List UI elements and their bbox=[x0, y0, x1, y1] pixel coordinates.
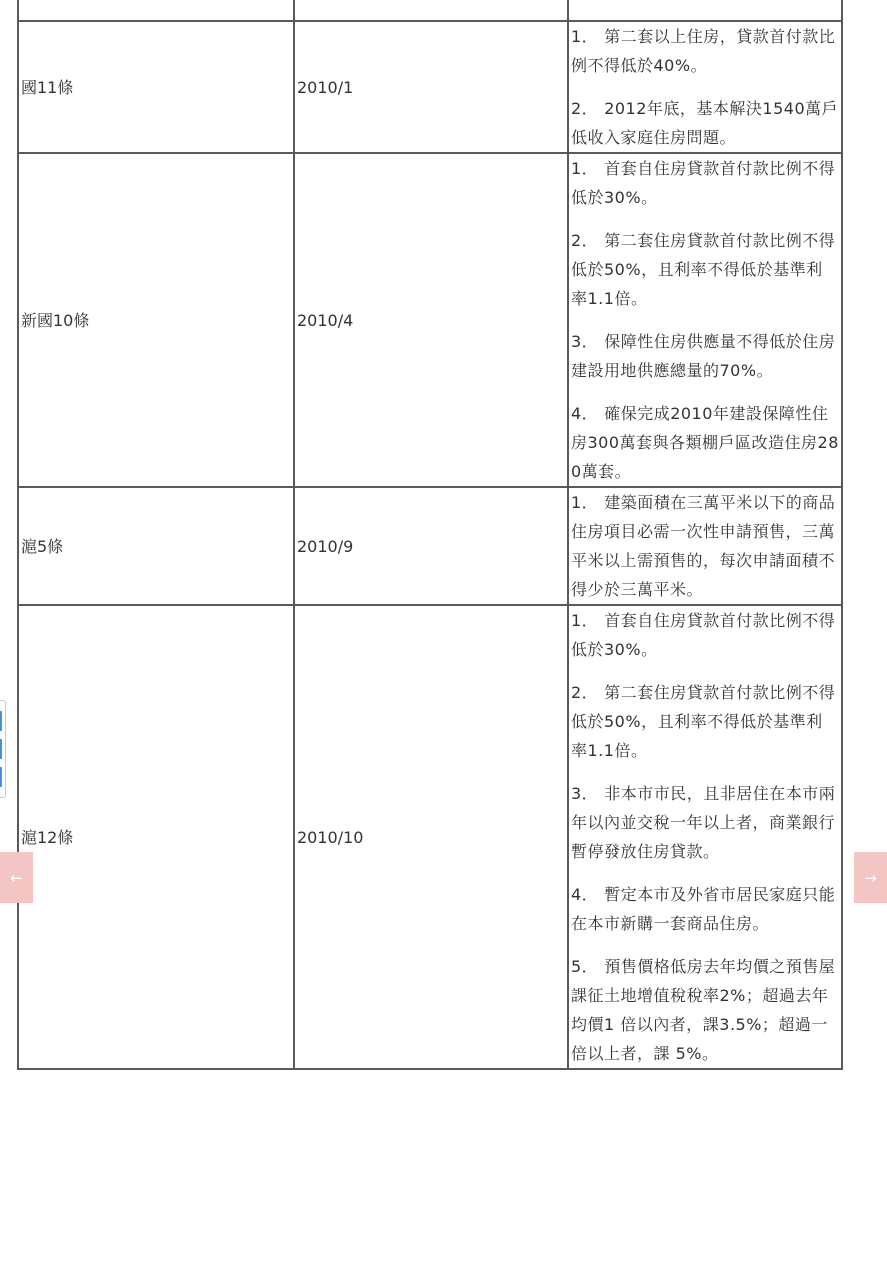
policy-date: 2010/4 bbox=[297, 310, 354, 330]
policy-item-number: 4． bbox=[571, 885, 599, 904]
arrow-left-icon: ← bbox=[10, 868, 23, 887]
next-page-button[interactable] bbox=[854, 852, 887, 903]
policy-items-cell bbox=[568, 605, 842, 1069]
table-row bbox=[18, 487, 842, 605]
policy-name: 國11條 bbox=[21, 77, 74, 97]
policy-name-cell bbox=[18, 153, 294, 487]
prev-page-button[interactable] bbox=[0, 852, 33, 903]
policy-item bbox=[571, 399, 839, 486]
policy-item-number: 4． bbox=[571, 404, 599, 423]
policy-item-text: 建築面積在三萬平米以下的商品住房項目必需一次性申請預售，三萬平米以上需預售的，每次申請面積不得少於三萬平米。 bbox=[571, 493, 836, 599]
policy-item-text: 第二套以上住房，貸款首付款比例不得低於40%。 bbox=[571, 27, 836, 75]
share-icon[interactable] bbox=[0, 711, 2, 731]
policy-item bbox=[571, 226, 839, 313]
policy-item-text: 確保完成2010年建設保障性住房300萬套與各類棚戶區改造住房280萬套。 bbox=[571, 404, 839, 481]
policy-date-cell bbox=[294, 605, 568, 1069]
policy-item-number: 1． bbox=[571, 611, 599, 630]
policy-items-cell bbox=[568, 0, 842, 21]
policy-item-text: 保障性住房供應量不得低於住房建設用地供應總量的70%。 bbox=[571, 332, 836, 380]
policy-name-cell bbox=[18, 605, 294, 1069]
policy-item-text: 預售價格低房去年均價之預售屋課征土地增值稅稅率2%；超過去年均價1 倍以內者，課3.5%；超過一倍以上者，課 5%。 bbox=[571, 957, 836, 1063]
policy-item-number: 1． bbox=[571, 493, 599, 512]
policy-item-number: 5． bbox=[571, 957, 599, 976]
policy-items-cell bbox=[568, 21, 842, 153]
policy-items-cell bbox=[568, 153, 842, 487]
table-row bbox=[18, 21, 842, 153]
policy-name-cell bbox=[18, 21, 294, 153]
policy-item-number: 2． bbox=[571, 683, 599, 702]
policy-item-number: 3． bbox=[571, 784, 599, 803]
policy-item bbox=[571, 327, 839, 385]
policy-item-number: 2． bbox=[571, 99, 599, 118]
policy-date: 2010/1 bbox=[297, 77, 354, 97]
table-row bbox=[18, 0, 842, 21]
policy-date-cell bbox=[294, 21, 568, 153]
policy-date-cell bbox=[294, 487, 568, 605]
policy-items-cell bbox=[568, 487, 842, 605]
table-row bbox=[18, 153, 842, 487]
policy-item bbox=[571, 606, 839, 664]
share-icon[interactable] bbox=[0, 767, 2, 787]
share-sidebar-widget[interactable] bbox=[0, 700, 6, 798]
policy-name: 滬12條 bbox=[21, 827, 74, 847]
table-row bbox=[18, 605, 842, 1069]
policy-table bbox=[17, 0, 843, 1070]
arrow-right-icon: → bbox=[864, 868, 877, 887]
policy-item-text: 暫定本市及外省市居民家庭只能在本市新購一套商品住房。 bbox=[571, 885, 836, 933]
policy-item-text: 首套自住房貸款首付款比例不得低於30%。 bbox=[571, 159, 836, 207]
policy-item bbox=[571, 880, 839, 938]
policy-item bbox=[571, 22, 839, 80]
policy-date-cell bbox=[294, 153, 568, 487]
policy-name: 新國10條 bbox=[21, 310, 90, 330]
policy-date-cell bbox=[294, 0, 568, 21]
policy-item-text: 第二套住房貸款首付款比例不得低於50%，且利率不得低於基準利率1.1倍。 bbox=[571, 231, 836, 308]
policy-item bbox=[571, 488, 839, 604]
policy-name-cell bbox=[18, 0, 294, 21]
policy-item-number: 1． bbox=[571, 27, 599, 46]
share-icon[interactable] bbox=[0, 739, 2, 759]
policy-item-number: 1． bbox=[571, 159, 599, 178]
policy-item-number: 2． bbox=[571, 231, 599, 250]
policy-item-number: 3． bbox=[571, 332, 599, 351]
policy-item-text: 非本市市民，且非居住在本市兩年以內並交稅一年以上者，商業銀行暫停發放住房貸款。 bbox=[571, 784, 836, 861]
policy-name-cell bbox=[18, 487, 294, 605]
policy-name: 滬5條 bbox=[21, 536, 64, 556]
policy-item bbox=[571, 952, 839, 1068]
policy-item bbox=[571, 678, 839, 765]
policy-item-text: 2012年底，基本解決1540萬戶低收入家庭住房問題。 bbox=[571, 99, 839, 147]
policy-date: 2010/10 bbox=[297, 827, 364, 847]
policy-item bbox=[571, 94, 839, 152]
policy-date: 2010/9 bbox=[297, 536, 354, 556]
policy-table-body bbox=[18, 0, 842, 1069]
policy-item-text: 第二套住房貸款首付款比例不得低於50%，且利率不得低於基準利率1.1倍。 bbox=[571, 683, 836, 760]
policy-item bbox=[571, 154, 839, 212]
policy-item bbox=[571, 779, 839, 866]
policy-item-text: 首套自住房貸款首付款比例不得低於30%。 bbox=[571, 611, 836, 659]
